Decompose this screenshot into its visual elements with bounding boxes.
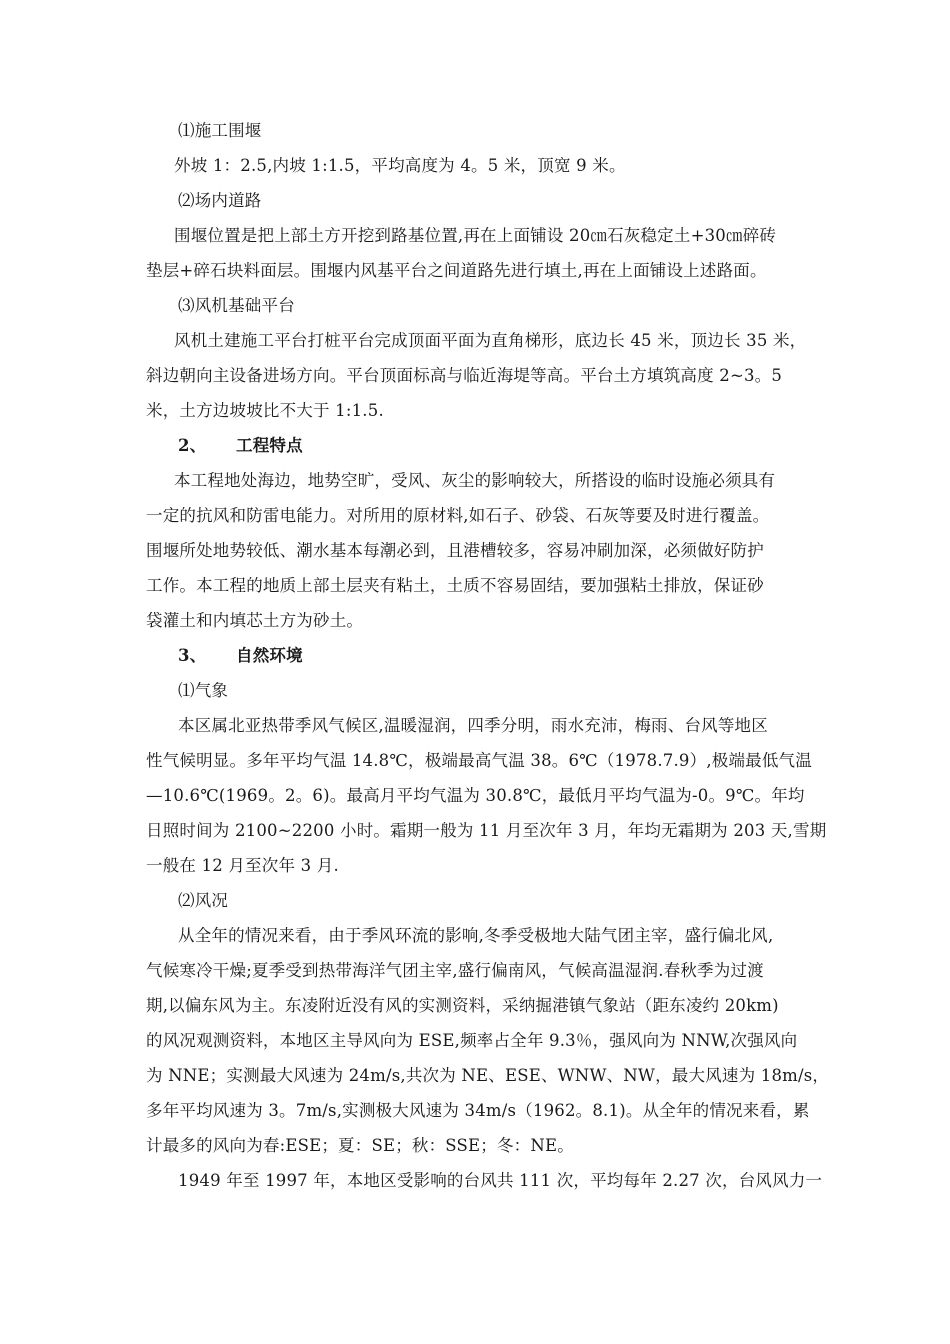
paragraph-line: 外坡 1：2.5,内坡 1:1.5，平均高度为 4。5 米，顶宽 9 米。: [174, 156, 626, 175]
paragraph-line: 日照时间为 2100~2200 小时。霜期一般为 11 月至次年 3 月，年均无霜期为 203 天,雪期: [146, 821, 827, 840]
section-title: 工程特点: [236, 436, 303, 455]
paragraph-line: 工作。本工程的地质上部土层夹有粘土，土质不容易固结，要加强粘土排放，保证砂: [146, 576, 764, 595]
paragraph-line: 1949 年至 1997 年，本地区受影响的台风共 111 次，平均每年 2.27 次，台风风力一: [178, 1171, 823, 1190]
paragraph-line: 的风况观测资料，本地区主导风向为 ESE,频率占全年 9.3％，强风向为 NNW,次强风向: [146, 1031, 798, 1050]
paragraph-line: —10.6℃(1969。2。6)。最高月平均气温为 30.8℃，最低月平均气温为-0。9℃。年均: [146, 786, 805, 805]
subheading-site-road: ⑵场内道路: [178, 191, 262, 210]
section-title: 自然环境: [236, 646, 303, 665]
paragraph-line: 一定的抗风和防雷电能力。对所用的原材料,如石子、砂袋、石灰等要及时进行覆盖。: [146, 506, 770, 525]
paragraph-line: 袋灌土和内填芯土方为砂土。: [146, 611, 364, 630]
subheading-construction-cofferdam: ⑴施工围堰: [178, 121, 262, 140]
paragraph-line: 计最多的风向为春:ESE；夏：SE；秋：SSE；冬：NE。: [146, 1136, 574, 1155]
paragraph-line: 从全年的情况来看，由于季风环流的影响,冬季受极地大陆气团主宰，盛行偏北风,: [178, 926, 774, 945]
section-heading-project-features: [178, 434, 303, 458]
paragraph-line: 期,以偏东风为主。东凌附近没有风的实测资料，采纳掘港镇气象站（距东凌约 20km): [146, 996, 779, 1015]
paragraph-line: 围堰所处地势较低、潮水基本每潮必到，且港槽较多，容易冲刷加深，必须做好防护: [146, 541, 764, 560]
section-number: 3、: [178, 646, 207, 665]
section-heading-natural-environment: [178, 644, 303, 668]
subheading-meteorology: ⑴气象: [178, 681, 229, 700]
paragraph-line: 多年平均风速为 3。7m/s,实测极大风速为 34m/s（1962。8.1)。从全年的情况来看，累: [146, 1101, 810, 1120]
paragraph-line: 一般在 12 月至次年 3 月.: [146, 856, 339, 875]
subheading-wind-conditions: ⑵风况: [178, 891, 229, 910]
paragraph-line: 气候寒冷干燥;夏季受到热带海洋气团主宰,盛行偏南风，气候高温湿润.春秋季为过渡: [146, 961, 764, 980]
paragraph-line: 斜边朝向主设备进场方向。平台顶面标高与临近海堤等高。平台土方填筑高度 2~3。5: [146, 366, 783, 385]
paragraph-line: 垫层+碎石块料面层。围堰内风基平台之间道路先进行填土,再在上面铺设上述路面。: [146, 261, 767, 280]
paragraph-line: 米，土方边坡坡比不大于 1:1.5.: [146, 401, 384, 420]
paragraph-line: 本区属北亚热带季风气候区,温暖湿润，四季分明，雨水充沛，梅雨、台风等地区: [178, 716, 768, 735]
paragraph-line: 本工程地处海边，地势空旷，受风、灰尘的影响较大，所搭设的临时设施必须具有: [174, 471, 776, 490]
paragraph-line: 风机土建施工平台打桩平台完成顶面平面为直角梯形，底边长 45 米，顶边长 35 米，: [174, 331, 807, 350]
paragraph-line: 性气候明显。多年平均气温 14.8℃，极端最高气温 38。6℃（1978.7.9）,极端最低气温: [146, 751, 812, 770]
paragraph-line: 为 NNE；实测最大风速为 24m/s,共次为 NE、ESE、WNW、NW，最大风速为 18m/s，: [146, 1066, 830, 1085]
paragraph-line: 围堰位置是把上部土方开挖到路基位置,再在上面铺设 20㎝石灰稳定土+30㎝碎砖: [174, 226, 777, 245]
subheading-turbine-foundation-platform: ⑶风机基础平台: [178, 296, 295, 315]
section-number: 2、: [178, 436, 207, 455]
